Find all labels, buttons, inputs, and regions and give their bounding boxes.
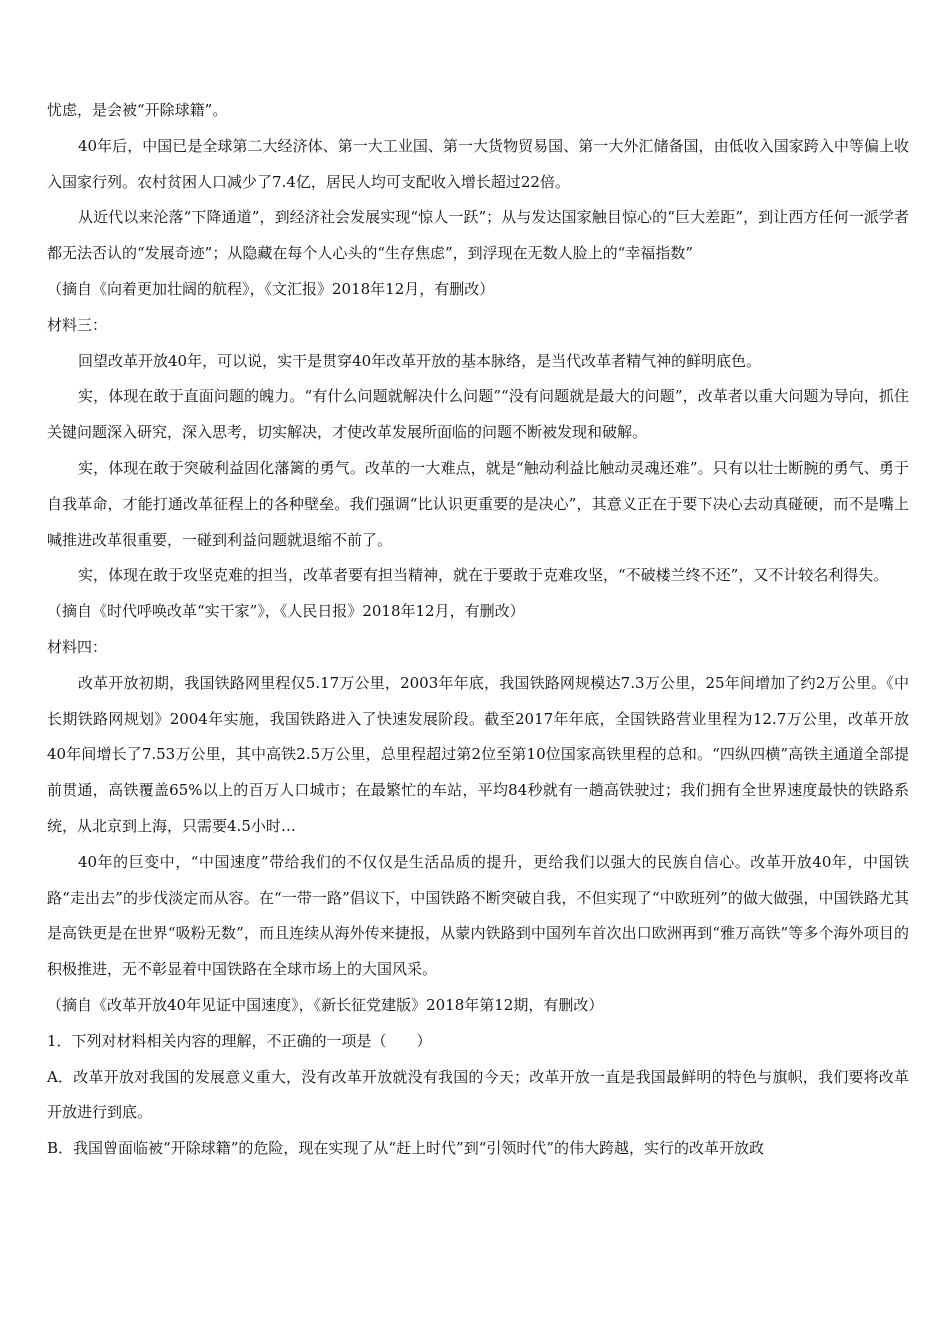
paragraph-body: 实，体现在敢于攻坚克难的担当，改革者要有担当精神，就在于要敢于克难攻坚，“不破楼兰终不还”，又不计较名利得失。 <box>78 566 889 585</box>
paragraph-body: 40年的巨变中，“中国速度”带给我们的不仅仅是生活品质的提升，更给我们以强大的民族自信心。改革开放40年，中国铁路“走出去”的步伐淡定而从容。在“一带一路”倡议下，中国铁路不断突破自我，不但实现了“中欧班列”的做大做强，中国铁路尤其是高铁更是在世界“吸粉无数”，而且连续从海外传来捷报，从蒙内铁路到中国列车首次出口欧洲再到“雅万高铁”等多个海外项目的积极推进，无不彰显着中国铁路在全球市场上的大国风采。 <box>47 852 909 979</box>
paragraph-body: 从近代以来沦落“下降通道”，到经济社会发展实现“惊人一跃”；从与发达国家触目惊心的“巨大差距”，到让西方任何一派学者都无法否认的“发展奇迹”；从隐藏在每个人心头的“生存焦虑”，到浮现在无数人脸上的“幸福指数” <box>47 208 909 263</box>
paragraph-continuation: 忧虑，是会被“开除球籍”。 <box>47 101 228 119</box>
paragraph-body: 改革开放初期，我国铁路网里程仅5.17万公里，2003年年底，我国铁路网规模达7.3万公里，25年间增加了约2万公里。《中长期铁路网规划》2004年实施，我国铁路进入了快速发展阶段。截至2017年年底，全国铁路营业里程为12.7万公里，改革开放40年间增长了7.53万公里，其中高铁2.5万公里，总里程超过第2位至第10位国家高铁里程的总和。“四纵四横”高铁主通道全部提前贯通，高铁覆盖65%以上的百万人口城市；在最繁忙的车站，平均84秒就有一趟高铁驶过；我们拥有全世界速度最快的铁路系统，从北京到上海，只需要4.5小时… <box>47 673 909 835</box>
source-citation: （摘自《时代呼唤改革“实干家”》，《人民日报》2018年12月，有删改） <box>47 602 525 621</box>
question-stem: 1．下列对材料相关内容的理解，不正确的一项是（ ） <box>47 1031 432 1050</box>
paragraph-body: 40年后，中国已是全球第二大经济体、第一大工业国、第一大货物贸易国、第一大外汇储备国，由低收入国家跨入中等偏上收入国家行列。农村贫困人口减少了7.4亿，居民人均可支配收入增长超过22倍。 <box>47 136 909 191</box>
question-option-b: B．我国曾面临被“开除球籍”的危险，现在实现了从“赶上时代”到“引领时代”的伟大跨越，实行的改革开放政 <box>47 1139 765 1158</box>
question-option-a: A．改革开放对我国的发展意义重大，没有改革开放就没有我国的今天；改革开放一直是我国最鲜明的特色与旗帜，我们要将改革开放进行到底。 <box>47 1067 909 1122</box>
source-citation: （摘自《向着更加壮阔的航程》，《文汇报》2018年12月，有删改） <box>47 279 495 298</box>
paragraph-body: 实，体现在敢于突破利益固化藩篱的勇气。改革的一大难点，就是“触动利益比触动灵魂还难”。只有以壮士断腕的勇气、勇于自我革命，才能打通改革征程上的各种壁垒。我们强调“比认识更重要的是决心”，其意义正在于要下决心去动真碰硬，而不是嘴上喊推进改革很重要，一碰到利益问题就退缩不前了。 <box>47 458 909 549</box>
document-page <box>47 93 909 1167</box>
material-label: 材料四： <box>47 637 108 656</box>
source-citation: （摘自《改革开放40年见证中国速度》，《新长征党建版》2018年第12期，有删改） <box>47 995 604 1014</box>
paragraph-body: 回望改革开放40年，可以说，实干是贯穿40年改革开放的基本脉络，是当代改革者精气神的鲜明底色。 <box>78 351 762 370</box>
material-label: 材料三： <box>47 315 108 334</box>
paragraph-body: 实，体现在敢于直面问题的魄力。“有什么问题就解决什么问题”“没有问题就是最大的问题”，改革者以重大问题为导向，抓住关键问题深入研究，深入思考，切实解决，才使改革发展所面临的问题不断被发现和破解。 <box>47 387 909 442</box>
